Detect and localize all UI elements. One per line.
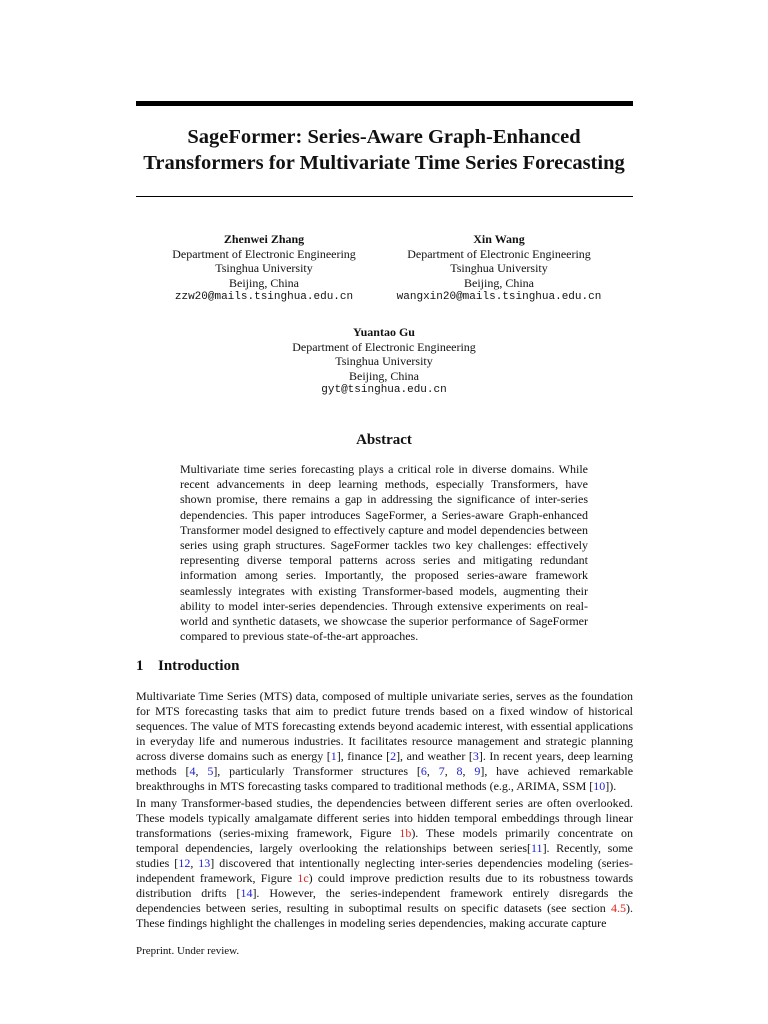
paragraph-text: ]. However, the series-independent framework entirely disregards the dependencies between series, resulting in suboptimal results on specific datasets (see section — [136, 885, 634, 915]
author-block — [160, 232, 368, 305]
author-email[interactable]: wangxin20@mails.tsinghua.edu.cn — [396, 291, 602, 304]
author-name: Zhenwei Zhang — [223, 232, 305, 246]
author-department: Department of Electronic Engineering — [407, 246, 591, 261]
cross-reference-link[interactable]: 4.5 — [611, 900, 626, 915]
preprint-footer: Preprint. Under review. — [136, 945, 240, 957]
body-paragraph — [136, 689, 633, 794]
citation-link[interactable]: 9 — [474, 763, 481, 778]
title-line-1: SageFormer: Series-Aware Graph-Enhanced — [187, 126, 581, 148]
citation-link[interactable]: 14 — [240, 885, 253, 900]
paragraph-text: ). These findings highlight the challenges in modeling series dependencies, making accurate capture — [136, 900, 633, 930]
author-block — [270, 325, 498, 398]
paragraph-text: , — [190, 855, 199, 870]
paragraph-text: ], finance [ — [336, 748, 391, 763]
title-top-rule — [136, 101, 633, 106]
paragraph-text: ) could improve prediction results due to its robustness towards distribution drifts [ — [136, 870, 633, 900]
paragraph-text: , — [426, 763, 439, 778]
paragraph-text: , — [462, 763, 475, 778]
body-paragraph — [136, 796, 633, 931]
title-line-2: Transformers for Multivariate Time Series Forecasting — [143, 152, 625, 174]
paragraph-text: , — [195, 763, 208, 778]
author-department: Department of Electronic Engineering — [172, 246, 356, 261]
paragraph-text: , — [444, 763, 457, 778]
author-university: Tsinghua University — [335, 354, 433, 369]
citation-link[interactable]: 10 — [593, 778, 606, 793]
citation-link[interactable]: 13 — [198, 855, 211, 870]
paragraph-text: ]). — [605, 778, 617, 793]
citation-link[interactable]: 4 — [189, 763, 196, 778]
section-title: Introduction — [158, 658, 240, 674]
author-name: Yuantao Gu — [353, 325, 415, 339]
author-location: Beijing, China — [229, 275, 299, 290]
paragraph-text: ). These models primarily concentrate on temporal dependencies, largely overlooking the relationships between series[ — [136, 825, 633, 855]
citation-link[interactable]: 3 — [472, 748, 479, 763]
paragraph-text: Multivariate Time Series (MTS) data, composed of multiple univariate series, serves as the foundation for MTS forecasting tasks that aim to predict future trends based on a fixed window of historical sequences. The value of MTS forecasting extends beyond academic interest, with essential applications in everyday life and numerous industries. It facilitates resource management and strategic planning across diverse domains such as energy [ — [136, 689, 633, 763]
citation-link[interactable]: 5 — [207, 763, 214, 778]
abstract-text: Multivariate time series forecasting plays a critical role in diverse domains. While recent advancements in deep learning methods, especially Transformers, have shown promise, there remains a gap in addressing the significance of inter-series dependencies. This paper introduces SageFormer, a Series-aware Graph-enhanced Transformer model designed to effectively capture and model dependencies between series using graph structures. SageFormer tackles two key challenges: effectively representing diverse temporal patterns across series and mitigating redundant information among series. Importantly, the proposed series-aware framework seamlessly integrates with existing Transformer-based models, augmenting their ability to model inter-series dependencies. Through extensive experiments on real-world and synthetic datasets, we showcase the superior performance of SageFormer compared to previous state-of-the-art approaches. — [180, 462, 588, 644]
title-bottom-rule — [136, 196, 633, 197]
paragraph-text: ]. Recently, some studies [ — [136, 840, 633, 870]
section-number: 1 — [136, 658, 144, 674]
paragraph-text: ]. In recent years, deep learning methods [ — [136, 748, 633, 778]
citation-link[interactable]: 2 — [390, 748, 397, 763]
paragraph-text: ], and weather [ — [396, 748, 473, 763]
abstract-heading: Abstract — [356, 432, 412, 448]
citation-link[interactable]: 1 — [330, 748, 337, 763]
cross-reference-link[interactable]: 1b — [399, 825, 412, 840]
author-block — [393, 232, 605, 305]
paragraph-text: ], particularly Transformer structures [ — [213, 763, 421, 778]
citation-link[interactable]: 12 — [178, 855, 191, 870]
author-email[interactable]: gyt@tsinghua.edu.cn — [321, 384, 447, 397]
section-heading — [136, 658, 239, 675]
paragraph-text: In many Transformer-based studies, the dependencies between different series are often overlooked. These models typically amalgamate different series into hidden temporal embeddings through linear transformations (series-mixing framework, Figure — [136, 796, 633, 840]
citation-link[interactable]: 8 — [456, 763, 463, 778]
author-university: Tsinghua University — [450, 261, 548, 276]
paper-title — [120, 124, 648, 176]
paragraph-text: ] discovered that intentionally neglecting inter-series dependencies modeling (series-independent framework, Figure — [136, 855, 634, 885]
author-university: Tsinghua University — [215, 261, 313, 276]
author-email[interactable]: zzw20@mails.tsinghua.edu.cn — [174, 291, 354, 304]
author-location: Beijing, China — [464, 275, 534, 290]
cross-reference-link[interactable]: 1c — [297, 870, 309, 885]
author-name: Xin Wang — [473, 232, 525, 246]
citation-link[interactable]: 7 — [438, 763, 445, 778]
author-department: Department of Electronic Engineering — [292, 339, 476, 354]
citation-link[interactable]: 6 — [420, 763, 427, 778]
citation-link[interactable]: 11 — [531, 840, 543, 855]
paragraph-text: ], have achieved remarkable breakthroughs in MTS forecasting tasks compared to traditional methods (e.g., ARIMA, SSM [ — [136, 763, 634, 793]
author-location: Beijing, China — [349, 368, 419, 383]
